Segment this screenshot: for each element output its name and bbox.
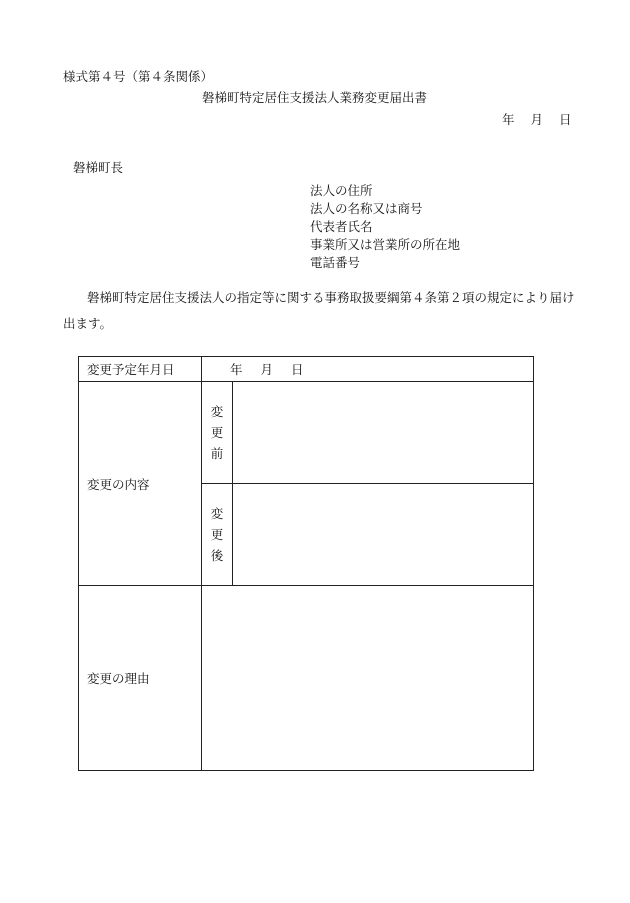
after-label: 変 更 後 <box>202 484 233 586</box>
change-content-label: 変更の内容 <box>79 382 202 586</box>
change-date-day: 日 <box>291 362 304 377</box>
date-year: 年 <box>502 112 515 127</box>
change-date-month: 月 <box>260 362 274 377</box>
office-location-label: 事業所又は営業所の所在地 <box>310 237 461 252</box>
change-reason-field[interactable] <box>202 586 534 771</box>
form-number: 様式第４号（第４条関係） <box>63 69 214 84</box>
representative-name-label: 代表者氏名 <box>310 219 373 234</box>
applicant-address-label: 法人の住所 <box>310 183 373 198</box>
after-content-field[interactable] <box>233 484 534 586</box>
reason-row <box>79 586 534 771</box>
phone-number-label: 電話番号 <box>310 255 361 270</box>
change-date-field[interactable] <box>202 357 534 382</box>
change-reason-label: 変更の理由 <box>79 586 202 771</box>
body-text: 磐梯町特定居住支援法人の指定等に関する事務取扱要綱第４条第２項の規定により届け出ます。 <box>63 290 575 331</box>
before-row <box>79 382 534 484</box>
applicant-name-label: 法人の名称又は商号 <box>310 201 423 216</box>
change-date-label: 変更予定年月日 <box>79 357 202 382</box>
change-date-year: 年 <box>230 362 243 377</box>
date-day: 日 <box>559 112 572 127</box>
change-date-row <box>79 357 534 382</box>
date-month: 月 <box>530 112 544 127</box>
before-label: 変 更 前 <box>202 382 233 484</box>
addressee: 磐梯町長 <box>73 160 124 175</box>
applicant-fields <box>310 182 460 272</box>
before-content-field[interactable] <box>233 382 534 484</box>
change-form-table <box>78 356 534 771</box>
document-title: 磐梯町特定居住支援法人業務変更届出書 <box>202 90 428 105</box>
submission-date <box>502 110 572 128</box>
